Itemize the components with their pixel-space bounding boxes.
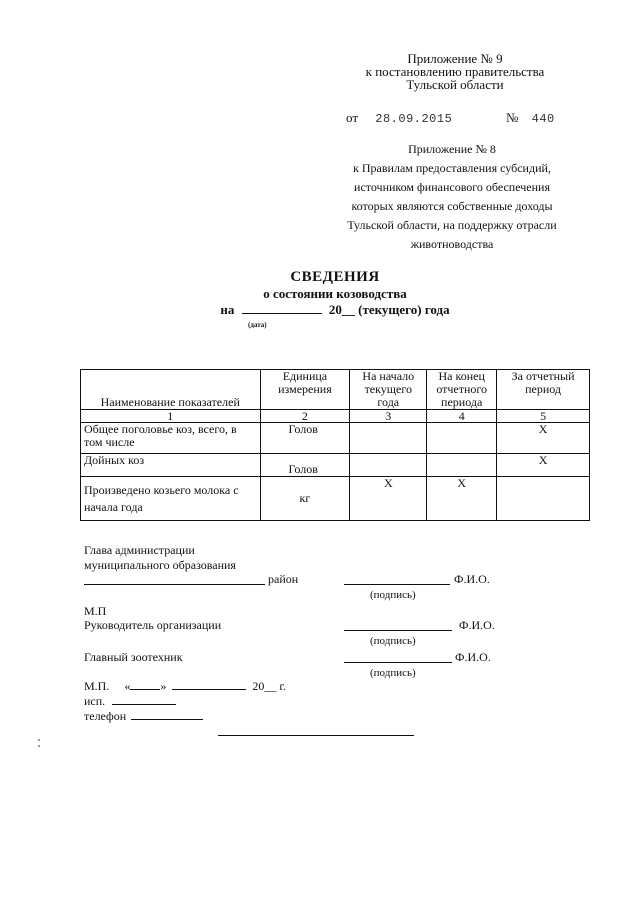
day-blank[interactable] xyxy=(130,689,160,690)
table-index-row xyxy=(81,410,590,423)
title-date-blank[interactable] xyxy=(242,313,322,314)
head-signature-hint: (подпись) xyxy=(370,589,416,601)
index-3: 3 xyxy=(350,410,427,423)
head-admin-line-2: муниципального образования xyxy=(84,558,236,572)
index-4: 4 xyxy=(427,410,497,423)
row-3-unit: кг xyxy=(260,477,350,521)
decree-date-line xyxy=(346,110,555,126)
zootech-signature-hint: (подпись) xyxy=(370,667,416,679)
decree-from-label: от xyxy=(346,110,359,125)
org-signature-blank[interactable] xyxy=(344,630,452,631)
phone-blank[interactable] xyxy=(131,719,203,720)
decree-number-label: № xyxy=(506,110,519,125)
mp-date-line xyxy=(84,679,286,693)
appendix-8-header xyxy=(332,140,572,254)
header-period: За отчетный период xyxy=(497,370,590,410)
appendix-8-line-4: которых являются собственные доходы xyxy=(351,199,553,213)
org-head-label: Руководитель организации xyxy=(84,618,222,632)
appendix-9-header xyxy=(340,52,570,91)
row-2-unit: Голов xyxy=(260,454,350,477)
row-2-end[interactable] xyxy=(427,454,497,477)
table-header-row xyxy=(81,370,590,410)
row-3-period[interactable] xyxy=(497,477,590,521)
row-1-end[interactable] xyxy=(427,423,497,454)
mp-date-close: » xyxy=(160,679,167,693)
row-2-name: Дойных коз xyxy=(81,454,261,477)
district-blank[interactable] xyxy=(84,584,265,585)
head-fio: Ф.И.О. xyxy=(454,572,490,586)
mp-label: М.П xyxy=(84,604,107,618)
table-row xyxy=(81,454,590,477)
head-admin-line-1: Глава администрации xyxy=(84,543,195,557)
title-date-hint: (дата) xyxy=(248,321,267,329)
mp-date-prefix: М.П. xyxy=(84,679,110,693)
decree-date: 28.09.2015 xyxy=(375,112,453,126)
goat-breeding-table xyxy=(80,369,590,521)
phone-label: телефон xyxy=(84,709,127,723)
org-signature-hint: (подпись) xyxy=(370,635,416,647)
org-fio: Ф.И.О. xyxy=(459,618,495,632)
appendix-8-line-2: к Правилам предоставления субсидий, xyxy=(353,161,551,175)
row-2-start[interactable] xyxy=(350,454,427,477)
row-1-name: Общее поголовье коз, всего, в том числе xyxy=(81,423,261,454)
head-signature-blank[interactable] xyxy=(344,584,450,585)
row-1-start[interactable] xyxy=(350,423,427,454)
row-3-start[interactable]: Х xyxy=(350,477,427,521)
header-indicator: Наименование показателей xyxy=(81,370,261,410)
zootech-signature-blank[interactable] xyxy=(344,662,452,663)
mp-year: 20__ г. xyxy=(252,679,286,693)
header-start: На начало текущего года xyxy=(350,370,427,410)
table-row xyxy=(81,423,590,454)
executor-label: исп. xyxy=(84,694,106,708)
appendix-9-line-3: Тульской области xyxy=(406,77,504,92)
index-2: 2 xyxy=(260,410,350,423)
index-5: 5 xyxy=(497,410,590,423)
footer-divider xyxy=(218,735,414,736)
appendix-8-line-5: Тульской области, на поддержку отрасли xyxy=(347,218,557,232)
table-row xyxy=(81,477,590,521)
appendix-9-line-2: к постановлению правительства xyxy=(365,64,545,79)
executor-blank[interactable] xyxy=(112,704,176,705)
title-date-line xyxy=(200,302,470,318)
index-1: 1 xyxy=(81,410,261,423)
document-title xyxy=(200,269,470,318)
mp-date-open: « xyxy=(124,679,131,693)
row-2-period[interactable]: Х xyxy=(497,454,590,477)
title-on-label: на xyxy=(220,302,235,317)
title-main: СВЕДЕНИЯ xyxy=(290,269,380,285)
zootech-fio: Ф.И.О. xyxy=(455,650,491,664)
month-blank[interactable] xyxy=(172,689,246,690)
appendix-9-line-1: Приложение № 9 xyxy=(407,51,503,66)
row-1-unit: Голов xyxy=(260,423,350,454)
appendix-8-line-1: Приложение № 8 xyxy=(408,142,496,156)
scan-speck xyxy=(38,739,40,741)
decree-number-group xyxy=(506,110,555,126)
row-3-end[interactable]: Х xyxy=(427,477,497,521)
phone-line xyxy=(84,709,203,723)
header-unit: Единица измерения xyxy=(260,370,350,410)
district-label: район xyxy=(268,572,299,586)
appendix-8-line-6: животноводства xyxy=(410,237,494,251)
header-end: На конец отчетного периода xyxy=(427,370,497,410)
executor-line xyxy=(84,694,176,708)
zootech-label: Главный зоотехник xyxy=(84,650,183,664)
title-subtitle: о состоянии козоводства xyxy=(263,286,407,301)
appendix-8-line-3: источником финансового обеспечения xyxy=(354,180,550,194)
row-1-period[interactable]: Х xyxy=(497,423,590,454)
decree-number: 440 xyxy=(531,112,555,126)
scan-speck xyxy=(38,745,40,747)
row-3-name: Произведено козьего молока с начала года xyxy=(81,477,261,521)
title-year: 20__ (текущего) года xyxy=(328,302,450,317)
